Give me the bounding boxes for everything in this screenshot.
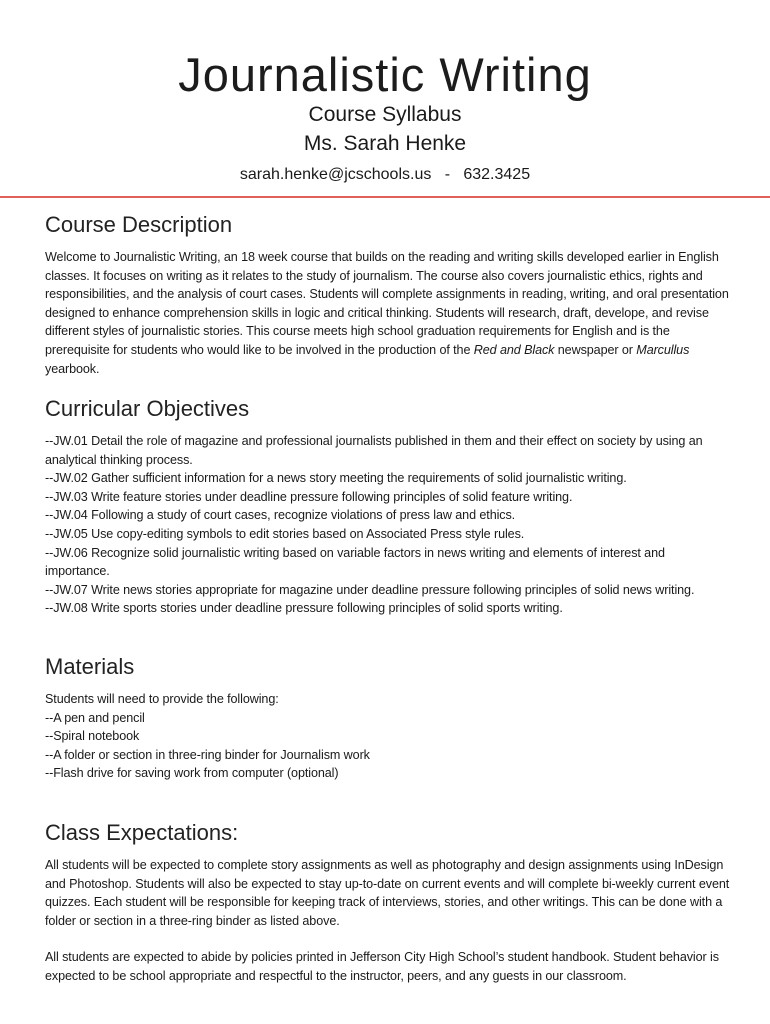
course-title: Journalistic Writing xyxy=(178,48,592,101)
description-text-end: yearbook. xyxy=(45,361,100,376)
expectations-text xyxy=(45,856,730,986)
description-text-middle: newspaper or xyxy=(557,342,633,357)
objective-item: --JW.02 Gather sufficient information for a news story meeting the requirements of solid journalistic writing. xyxy=(45,471,627,486)
contact-line xyxy=(0,165,770,185)
header-divider xyxy=(0,196,770,198)
expectations-paragraph-1: All students will be expected to complete story assignments as well as photography and design assignments using InDesign and Photoshop. Students will also be expected to stay up-to-date on current events and will complete bi-weekly current event quizzes. Each student will be responsible for keeping track of interviews, stories, and other writings. This can be done with a folder or section in a three-ring binder as listed above. xyxy=(45,858,730,928)
objective-item: --JW.08 Write sports stories under deadline pressure following principles of solid sports writing. xyxy=(45,601,563,616)
objective-item: --JW.07 Write news stories appropriate for magazine under deadline pressure following principles of solid news writing. xyxy=(45,582,695,597)
expectations-paragraph-2: All students are expected to abide by policies printed in Jefferson City High School’s student handbook. Student behavior is expected to be school appropriate and respectful to the instructor, peers, and any guests in our classroom. xyxy=(45,950,719,983)
course-description-section xyxy=(45,212,730,378)
curricular-objectives-heading: Curricular Objectives xyxy=(45,396,250,421)
objective-item: --JW.05 Use copy-editing symbols to edit stories based on Associated Press style rules. xyxy=(45,526,525,541)
class-expectations-heading: Class Expectations: xyxy=(45,820,239,845)
contact-separator: - xyxy=(444,166,451,183)
document-subtitle: Course Syllabus xyxy=(308,103,462,126)
material-item: --Flash drive for saving work from computer (optional) xyxy=(45,766,339,781)
class-expectations-section xyxy=(45,820,730,986)
teacher-phone: 632.3425 xyxy=(463,166,531,183)
description-text-main: Welcome to Journalistic Writing, an 18 week course that builds on the reading and writing skills developed earlier in English classes. It focuses on writing as it relates to the study of journalism. The course also covers journalistic ethics, rights and responsibilities, and the analysis of court cases. Students will complete assignments in reading, writing, and oral presentation designed to enhance comprehension skills in logic and critical thinking. Students will research, draft, develope, and revise different styles of journalistic stories. This course meets high school graduation requirements for English and is the prerequisite for students who would like to be involved in the production of the xyxy=(45,250,729,357)
objective-item: --JW.04 Following a study of court cases, recognize violations of press law and ethics. xyxy=(45,508,516,523)
newspaper-name: Red and Black xyxy=(473,342,555,357)
curricular-objectives-section xyxy=(45,396,730,618)
course-description-text xyxy=(45,248,730,378)
objective-item: --JW.03 Write feature stories under deadline pressure following principles of solid feature writing. xyxy=(45,489,573,504)
material-item: --A pen and pencil xyxy=(45,710,145,725)
teacher-name: Ms. Sarah Henke xyxy=(303,132,467,155)
teacher-email[interactable]: sarah.henke@jcschools.us xyxy=(239,166,432,183)
materials-intro: Students will need to provide the following: xyxy=(45,692,279,706)
material-item: --Spiral notebook xyxy=(45,729,140,744)
materials-section xyxy=(45,654,730,783)
objective-item: --JW.06 Recognize solid journalistic writing based on variable factors in news writing and elements of interest and importance. xyxy=(45,545,665,579)
yearbook-name: Marcullus xyxy=(636,342,690,357)
materials-list xyxy=(45,690,730,783)
objectives-list xyxy=(45,432,730,618)
course-description-heading: Course Description xyxy=(45,212,233,237)
material-item: --A folder or section in three-ring binder for Journalism work xyxy=(45,747,370,762)
objective-item: --JW.01 Detail the role of magazine and professional journalists published in them and their effect on society by using an analytical thinking process. xyxy=(45,434,703,467)
materials-heading: Materials xyxy=(45,654,135,679)
